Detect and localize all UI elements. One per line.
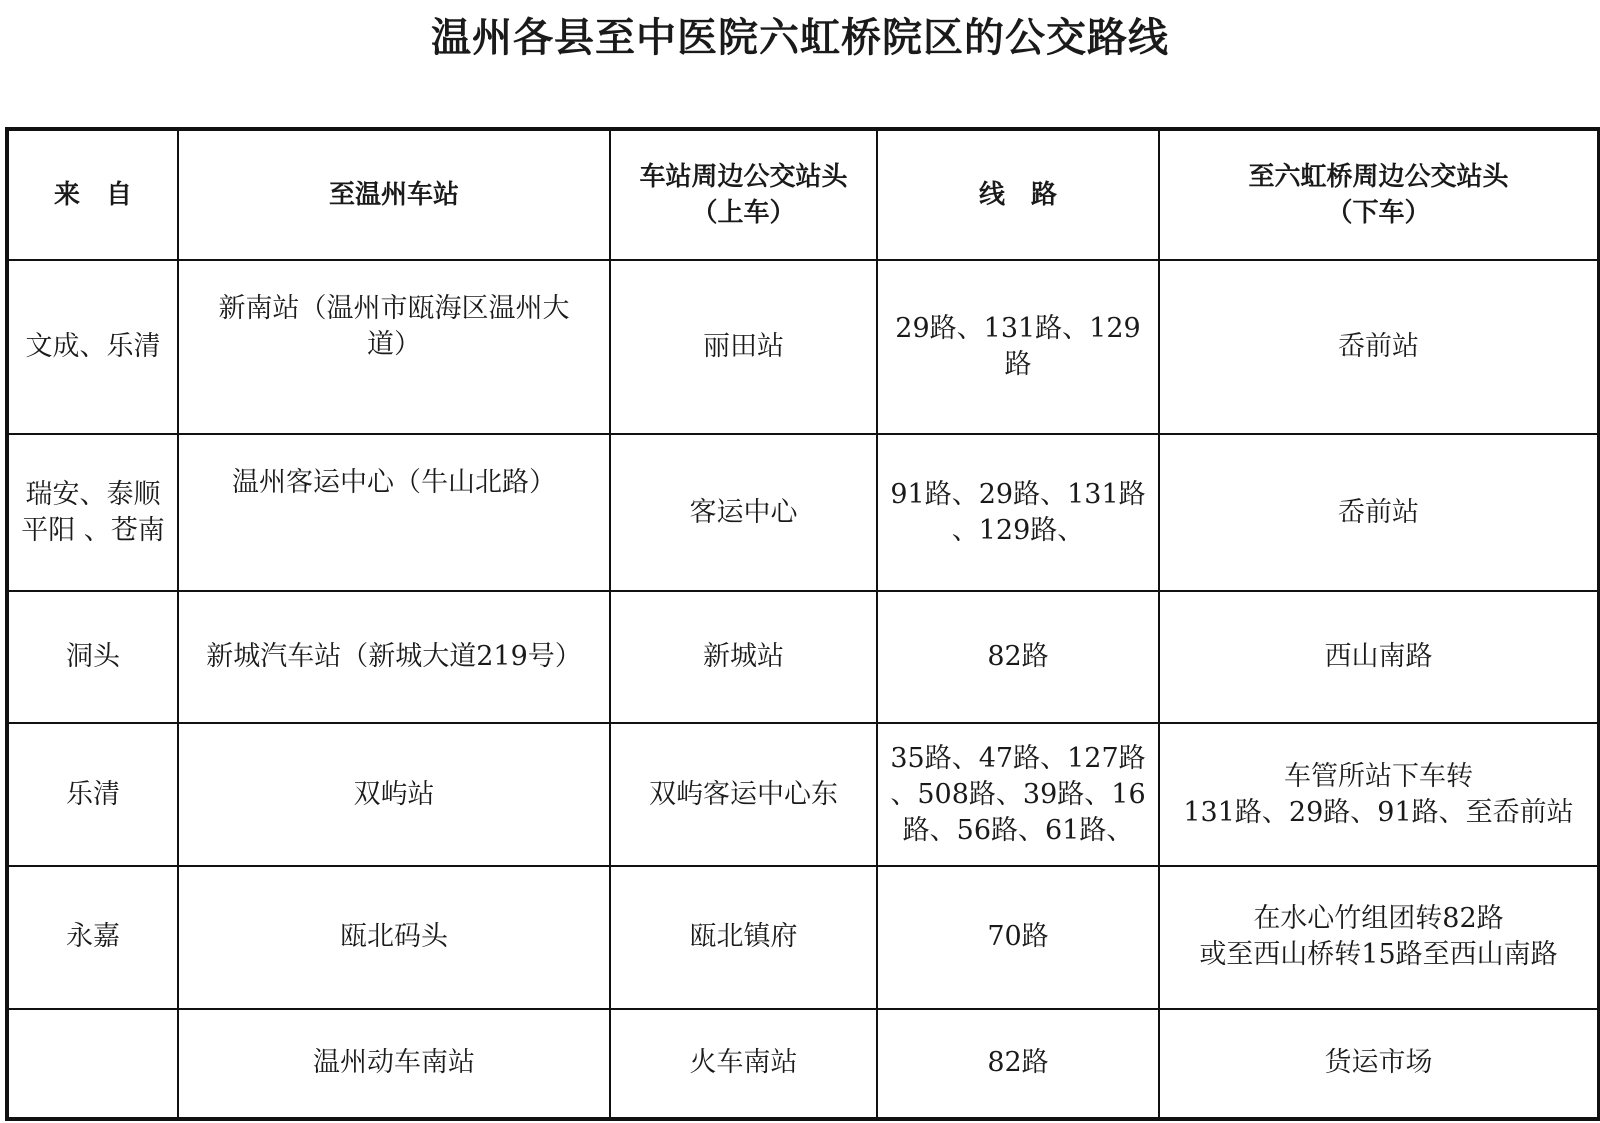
cell-station: 双屿站	[178, 723, 610, 866]
cell-alight-stop: 岙前站	[1159, 260, 1599, 435]
cell-lines: 35路、47路、127路 、508路、39路、16 路、56路、61路、	[877, 723, 1159, 866]
cell-from: 文成、乐清	[7, 260, 178, 435]
cell-station: 温州客运中心（牛山北路）	[178, 434, 610, 591]
header-board-stop: 车站周边公交站头 （上车）	[610, 129, 877, 260]
cell-lines: 70路	[877, 866, 1159, 1009]
cell-station: 新城汽车站（新城大道219号）	[178, 591, 610, 724]
page-title: 温州各县至中医院六虹桥院区的公交路线	[431, 15, 1169, 61]
cell-alight-stop: 车管所站下车转 131路、29路、91路、至岙前站	[1159, 723, 1599, 866]
cell-board-stop: 丽田站	[610, 260, 877, 435]
bus-routes-table	[5, 127, 1600, 1121]
cell-from	[7, 1009, 178, 1120]
cell-board-stop: 火车南站	[610, 1009, 877, 1120]
cell-from: 乐清	[7, 723, 178, 866]
cell-board-stop: 双屿客运中心东	[610, 723, 877, 866]
table-row	[7, 591, 1599, 724]
cell-alight-stop: 在水心竹组团转82路 或至西山桥转15路至西山南路	[1159, 866, 1599, 1009]
cell-station: 瓯北码头	[178, 866, 610, 1009]
header-station: 至温州车站	[178, 129, 610, 260]
cell-lines: 91路、29路、131路 、129路、	[877, 434, 1159, 591]
cell-board-stop: 客运中心	[610, 434, 877, 591]
cell-lines: 82路	[877, 1009, 1159, 1120]
cell-from: 瑞安、泰顺 平阳 、苍南	[7, 434, 178, 591]
cell-alight-stop: 货运市场	[1159, 1009, 1599, 1120]
table-header-row	[7, 129, 1599, 260]
table-row	[7, 1009, 1599, 1120]
cell-station: 温州动车南站	[178, 1009, 610, 1120]
table-row	[7, 723, 1599, 866]
table-row	[7, 260, 1599, 435]
cell-lines: 29路、131路、129路	[877, 260, 1159, 435]
header-alight-stop: 至六虹桥周边公交站头 （下车）	[1159, 129, 1599, 260]
cell-alight-stop: 西山南路	[1159, 591, 1599, 724]
cell-station: 新南站（温州市瓯海区温州大 道）	[178, 260, 610, 435]
cell-from: 洞头	[7, 591, 178, 724]
table-row	[7, 866, 1599, 1009]
header-from: 来 自	[7, 129, 178, 260]
cell-board-stop: 瓯北镇府	[610, 866, 877, 1009]
table-row	[7, 434, 1599, 591]
cell-lines: 82路	[877, 591, 1159, 724]
cell-from: 永嘉	[7, 866, 178, 1009]
header-lines: 线 路	[877, 129, 1159, 260]
cell-alight-stop: 岙前站	[1159, 434, 1599, 591]
cell-board-stop: 新城站	[610, 591, 877, 724]
